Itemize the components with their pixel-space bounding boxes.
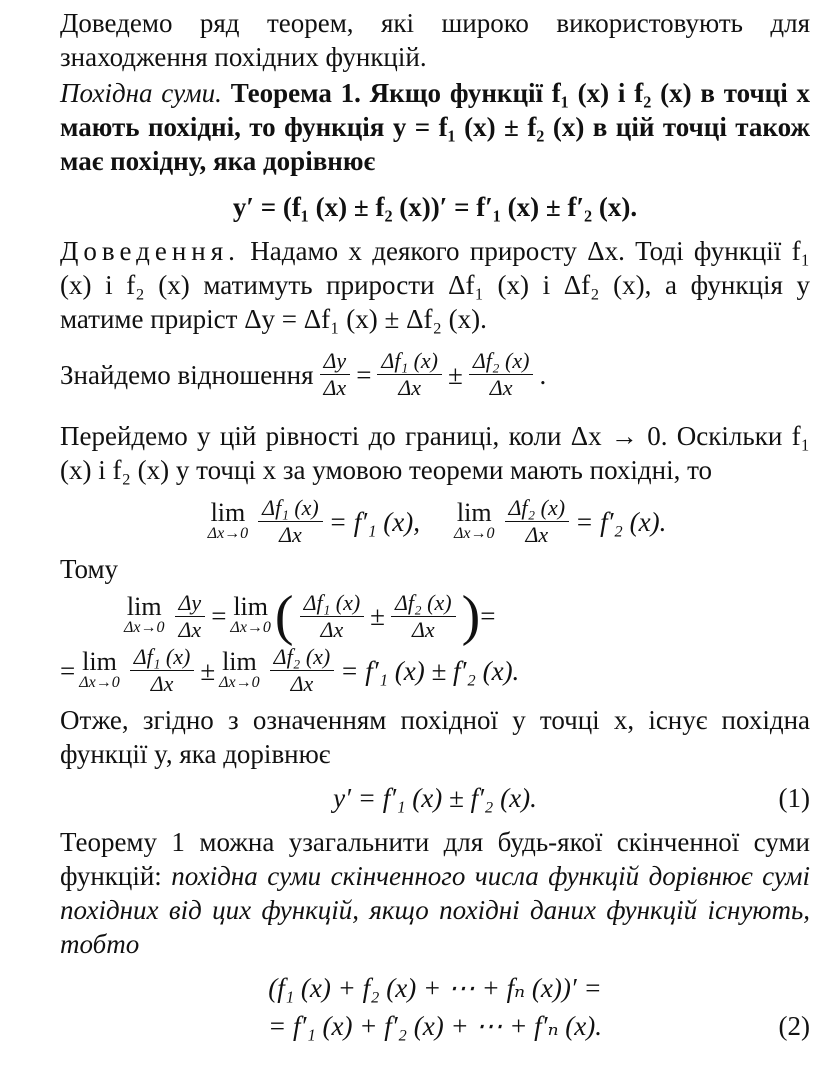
ratio-fraction-1 [320, 348, 351, 401]
equation-2-line1: (f₁ (x) + f₂ (x) + ⋯ + fₙ (x))′ = [268, 973, 602, 1003]
fraction-denominator: Δx [411, 616, 435, 642]
ratio-fraction-2 [377, 348, 442, 401]
general-italic: похідна суми скінченного числа функцій дорівнює сумі похідних від цих функцій, якщо похідні даних функцій існують, тобто [60, 861, 810, 959]
lim-text: lim [222, 646, 257, 676]
lim-subscript: Δx→0 [207, 524, 249, 542]
limit-operator [124, 592, 165, 637]
fraction-denominator: Δx [279, 522, 302, 547]
equation-2-row [60, 1009, 810, 1043]
fraction-numerator: Δf₂ (x) [505, 495, 570, 522]
lim-subscript: Δx→0 [230, 619, 271, 636]
fraction-numerator: Δf₂ (x) [469, 348, 534, 375]
lim-text: lim [82, 646, 117, 676]
limit-operator [454, 497, 495, 543]
proof-paragraph [60, 234, 810, 336]
ratio-lead: Знайдемо відношення [60, 359, 314, 390]
combined-fraction-1 [175, 590, 206, 643]
proof-text: Надамо x деякого приросту Δx. Тоді функції f₁ (x) і f₂ (x) матимуть прирости Δf₁ (x) і Δf₂ (x), а функція y матиме приріст Δy = Δf₁ (x) ± Δf₂ (x). [60, 236, 811, 334]
fraction-denominator: Δx [290, 671, 314, 696]
fraction-denominator: Δx [323, 375, 347, 400]
limit-fraction-b [505, 495, 570, 548]
fraction-denominator: Δx [398, 375, 422, 400]
fraction-denominator: Δx [489, 375, 513, 400]
equals-sign: = [480, 601, 496, 631]
theorem-body: Теорема 1. Якщо функції f₁ (x) і f₂ (x) в точці x мають похідні, то функція y = f₁ (x) ± f₂ (x) в цій точці також має похідну, яка дорівнює [60, 78, 811, 176]
lim-subscript: Δx→0 [79, 673, 120, 691]
fraction-denominator: Δx [525, 522, 549, 547]
ratio-equation: Знайдемо відношення $\frac{\Delta y}{\Delta x}$ = $\frac{\text{Δf₁ (x)}}{\Delta x}$ ± $\frac{\text{Δf₂ (x)}}{\Delta x}$ . [60, 348, 547, 400]
fraction-numerator: Δf₁ (x) [300, 590, 365, 617]
limit-operator [219, 646, 260, 692]
equation-1: y′ = f′₁ (x) ± f′₂ (x). [333, 783, 537, 813]
fraction-numerator: Δf₂ (x) [270, 644, 335, 671]
equation-2-line2: = f′₁ (x) + f′₂ (x) + ⋯ + f′ₙ (x). [268, 1011, 602, 1041]
equation-1-row [60, 781, 810, 815]
equation-main: y′ = (f₁ (x) ± f₂ (x))′ = f′₁ (x) ± f′₂ (x). [232, 192, 638, 222]
ratio-fraction-3 [469, 348, 534, 401]
conclusion-paragraph: Отже, згідно з означенням похідної у точці x, існує похідна функції y, яка дорівнює [60, 705, 810, 769]
fraction-denominator: Δx [178, 616, 202, 642]
combined-fraction-4 [130, 644, 195, 697]
general-paragraph [60, 825, 810, 961]
lim-text: lim [456, 497, 492, 527]
general-plain: Теорему 1 можна узагальнити для будь-якої скінченної суми функцій: [60, 827, 810, 891]
equation-1-tag: (1) [778, 783, 810, 813]
fraction-denominator: Δx [150, 671, 174, 696]
limit-operator [230, 592, 271, 637]
limit-fraction-a [258, 495, 323, 548]
combined-equation-line2: = lim Δx→0 $\frac{\text{Δf₁ (x)}}{\Delta x}$ ± lim Δx→0 $\frac{\text{Δf₂ (x)}}{\Delta x}$ = f′₁ (x) ± f′₂ (x). [60, 644, 520, 696]
proof-label: Доведення. [60, 236, 240, 266]
theorem-title: Похідна суми. [60, 78, 222, 108]
fraction-numerator: Δf₂ (x) [391, 590, 456, 617]
lim-subscript: Δx→0 [454, 524, 495, 542]
lim-text: lim [126, 592, 162, 621]
combined-fraction-5 [270, 644, 335, 697]
limit-operator [79, 646, 120, 692]
fraction-numerator: Δy [320, 348, 351, 375]
lim-text: lim [233, 592, 268, 621]
tomu-label: Тому [60, 554, 119, 584]
intro-paragraph: Доведемо ряд теорем, які широко використовують для знаходження похідних функцій. [60, 8, 810, 72]
lim-subscript: Δx→0 [124, 619, 165, 636]
combined-fraction-3 [391, 590, 456, 643]
equation-2-tag: (2) [778, 1011, 810, 1041]
fraction-numerator: Δf₁ (x) [258, 495, 323, 522]
limits-equation [60, 495, 810, 548]
combined-fraction-2 [300, 590, 365, 643]
fraction-denominator: Δx [320, 616, 344, 642]
fraction-numerator: Δy [175, 590, 206, 617]
lim-subscript: Δx→0 [219, 673, 260, 691]
lim-text: lim [210, 497, 246, 527]
fraction-numerator: Δf₁ (x) [130, 644, 195, 671]
combined-result: = f′₁ (x) ± f′₂ (x). [340, 655, 520, 686]
limit-result-b: = f′₂ (x). [575, 506, 667, 537]
theorem-paragraph [60, 76, 810, 178]
limit-result-a: = f′₁ (x), [328, 506, 420, 537]
limit-paragraph: Перейдемо у цій рівності до границі, коли Δx → 0. Оскільки f₁ (x) і f₂ (x) у точці x за умовою теореми мають похідні, то [60, 421, 810, 485]
combined-equation-line1: lim Δx→0 $\frac{\Delta y}{\Delta x}$ = lim Δx→0 ( $\frac{\text{Δf₁ (x)}}{\Delta x}$ ± $\frac{\text{Δf₂ (x)}}{\Delta x}$ ) = [124, 585, 496, 647]
fraction-numerator: Δf₁ (x) [377, 348, 442, 375]
limit-operator [207, 497, 249, 543]
